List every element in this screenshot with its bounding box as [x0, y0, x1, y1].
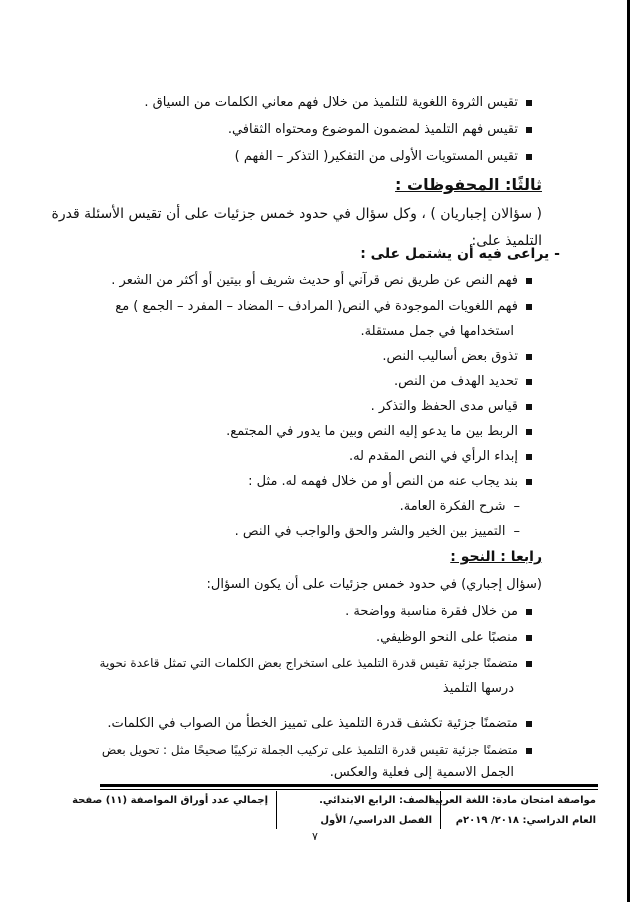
bullet-icon — [526, 721, 532, 727]
bullet-continuation: درسها التلميذ — [442, 681, 514, 696]
section-heading-grammar: رابعا : النحو : — [450, 549, 542, 565]
bullet-item: منصبًا على النحو الوظيفي. — [376, 629, 532, 647]
bullet-item: تذوق بعض أساليب النص. — [382, 348, 532, 366]
footer-rule — [100, 784, 598, 787]
dash-item: –التمييز بين الخير والشر والحق والواجب في النص . — [234, 524, 520, 539]
footer-grade: الصف: الرابع الابتدائي. — [319, 795, 432, 806]
bullet-item: متضمنًا جزئية تكشف قدرة التلميذ على تمييز الخطأ من الصواب في الكلمات. — [107, 715, 532, 733]
footer-total-pages: إجمالي عدد أوراق المواصفة (١١) صفحة — [72, 795, 268, 806]
footer-spec-title: مواصفة امتحان مادة: اللغة العربية — [429, 795, 596, 806]
footer-divider — [276, 791, 277, 829]
section-intro: التلميذ على: — [471, 233, 542, 249]
bullet-item: قياس مدى الحفظ والتذكر . — [371, 398, 532, 416]
footer-year: العام الدراسي: ٢٠١٨/ ٢٠١٩م — [455, 815, 596, 826]
bullet-item: بند يجاب عنه من النص أو من خلال فهمه له. مثل : — [248, 473, 532, 491]
section-intro: ( سؤالان إجباريان ) ، وكل سؤال في حدود خمس جزئيات على أن تقيس الأسئلة قدرة — [51, 206, 542, 222]
dash-item: –شرح الفكرة العامة. — [399, 499, 520, 514]
bullet-icon — [526, 278, 532, 284]
bullet-item: إبداء الرأي في النص المقدم له. — [349, 448, 532, 466]
bullet-item: متضمنًا جزئية تقيس قدرة التلميذ على تركيب الجملة تركيبًا صحيحًا مثل : تحويل بعض — [102, 741, 532, 759]
bullet-item: فهم النص عن طريق نص قرآني أو حديث شريف أو بيتين أو أكثر من الشعر . — [111, 272, 532, 290]
bullet-icon — [526, 661, 532, 667]
footer-rule — [100, 789, 598, 790]
bullet-continuation: استخدامها في جمل مستقلة. — [360, 324, 514, 339]
section-intro: (سؤال إجباري) في حدود خمس جزئيات على أن يكون السؤال: — [206, 577, 542, 592]
bullet-continuation: الجمل الاسمية إلى فعلية والعكس. — [329, 765, 514, 780]
bullet-item: فهم اللغويات الموجودة في النص( المرادف – المضاد – المفرد – الجمع ) مع — [115, 298, 532, 316]
bullet-icon — [526, 404, 532, 410]
bullet-icon — [526, 609, 532, 615]
bullet-icon — [526, 479, 532, 485]
bullet-item: متضمنًا جزئية تقيس قدرة التلميذ على استخراج بعض الكلمات التي تمثل قاعدة نحوية — [100, 654, 532, 672]
page-number: ٧ — [312, 830, 318, 843]
bullet-icon — [526, 379, 532, 385]
bullet-item: تقيس فهم التلميذ لمضمون الموضوع ومحتواه الثقافي. — [228, 121, 532, 139]
bullet-icon — [526, 454, 532, 460]
bullet-icon — [526, 354, 532, 360]
bullet-item: الربط بين ما يدعو إليه النص وبين ما يدور في المجتمع. — [226, 423, 532, 441]
bullet-item: تقيس المستويات الأولى من التفكير( التذكر – الفهم ) — [235, 148, 532, 166]
bullet-item: من خلال فقرة مناسبة وواضحة . — [345, 603, 532, 621]
footer-term: الفصل الدراسي/ الأول — [320, 815, 432, 826]
bullet-icon — [526, 304, 532, 310]
bullet-icon — [526, 429, 532, 435]
bullet-icon — [526, 635, 532, 641]
page-edge-rule — [627, 0, 630, 902]
bullet-item: تحديد الهدف من النص. — [394, 373, 532, 391]
bullet-icon — [526, 100, 532, 106]
bullet-icon — [526, 748, 532, 754]
bullet-item: تقيس الثروة اللغوية للتلميذ من خلال فهم معاني الكلمات من السياق . — [144, 94, 532, 112]
bullet-icon — [526, 127, 532, 133]
section-subheading: - يراعى فيه أن يشتمل على : — [360, 246, 560, 262]
section-heading-memorization: ثالثًا: المحفوظات : — [395, 175, 542, 194]
bullet-icon — [526, 154, 532, 160]
